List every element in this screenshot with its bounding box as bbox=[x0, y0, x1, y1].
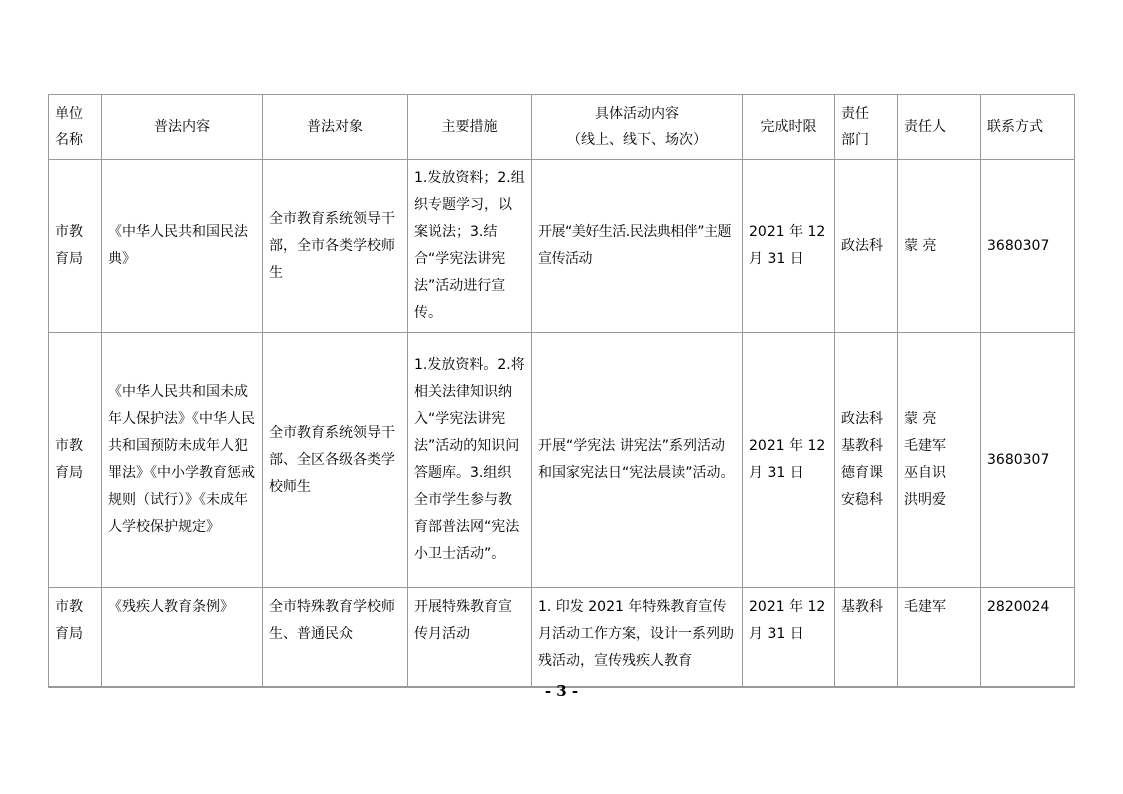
table-row bbox=[49, 588, 1075, 688]
cell-unit: 市教 育局 bbox=[49, 588, 102, 688]
header-deadline: 完成时限 bbox=[743, 95, 835, 160]
cell-contact: 3680307 bbox=[981, 160, 1075, 333]
cell-deadline: 2021 年 12 月 31 日 bbox=[743, 333, 835, 588]
cell-dept: 政法科 基教科 德育课 安稳科 bbox=[835, 333, 898, 588]
policy-table bbox=[48, 94, 1075, 688]
header-responsible-dept: 责任 部门 bbox=[835, 95, 898, 160]
table-row bbox=[49, 333, 1075, 588]
header-main-measures: 主要措施 bbox=[408, 95, 532, 160]
cell-activity: 1. 印发 2021 年特殊教育宣传月活动工作方案，设计一系列助残活动，宣传残疾人教育 bbox=[532, 588, 743, 688]
cell-contact: 3680307 bbox=[981, 333, 1075, 588]
cell-target: 全市特殊教育学校师生、普通民众 bbox=[263, 588, 408, 688]
cell-target: 全市教育系统领导干部，全市各类学校师生 bbox=[263, 160, 408, 333]
cell-unit: 市教 育局 bbox=[49, 333, 102, 588]
header-contact: 联系方式 bbox=[981, 95, 1075, 160]
cell-deadline: 2021 年 12 月 31 日 bbox=[743, 588, 835, 688]
cell-person: 蒙 亮 毛建军 巫自识 洪明爱 bbox=[898, 333, 981, 588]
cell-content: 《中华人民共和国民法典》 bbox=[102, 160, 263, 333]
header-activity-details: 具体活动内容 （线上、线下、场次） bbox=[532, 95, 743, 160]
cell-content: 《中华人民共和国未成年人保护法》《中华人民共和国预防未成年人犯罪法》《中小学教育惩戒规则（试行）》《未成年人学校保护规定》 bbox=[102, 333, 263, 588]
cell-person: 毛建军 bbox=[898, 588, 981, 688]
table-header-row bbox=[49, 95, 1075, 160]
cell-measures: 1.发放资料；2.组织专题学习，以案说法；3.结合“学宪法讲宪法”活动进行宣传。 bbox=[408, 160, 532, 333]
cell-dept: 基教科 bbox=[835, 588, 898, 688]
cell-measures: 1.发放资料。2.将相关法律知识纳入“学宪法讲宪法”活动的知识问答题库。3.组织全市学生参与教育部普法网“宪法小卫士活动”。 bbox=[408, 333, 532, 588]
cell-dept: 政法科 bbox=[835, 160, 898, 333]
header-responsible-person: 责任人 bbox=[898, 95, 981, 160]
cell-activity: 开展“美好生活.民法典相伴”主题宣传活动 bbox=[532, 160, 743, 333]
cell-activity: 开展“学宪法 讲宪法”系列活动和国家宪法日“宪法晨读”活动。 bbox=[532, 333, 743, 588]
cell-target: 全市教育系统领导干部、全区各级各类学校师生 bbox=[263, 333, 408, 588]
table-row bbox=[49, 160, 1075, 333]
page-number: - 3 - bbox=[544, 682, 579, 700]
header-unit-name: 单位 名称 bbox=[49, 95, 102, 160]
header-law-content: 普法内容 bbox=[102, 95, 263, 160]
cell-measures: 开展特殊教育宣传月活动 bbox=[408, 588, 532, 688]
header-law-target: 普法对象 bbox=[263, 95, 408, 160]
cell-person: 蒙 亮 bbox=[898, 160, 981, 333]
cell-content: 《残疾人教育条例》 bbox=[102, 588, 263, 688]
cell-unit: 市教 育局 bbox=[49, 160, 102, 333]
cell-contact: 2820024 bbox=[981, 588, 1075, 688]
cell-deadline: 2021 年 12 月 31 日 bbox=[743, 160, 835, 333]
